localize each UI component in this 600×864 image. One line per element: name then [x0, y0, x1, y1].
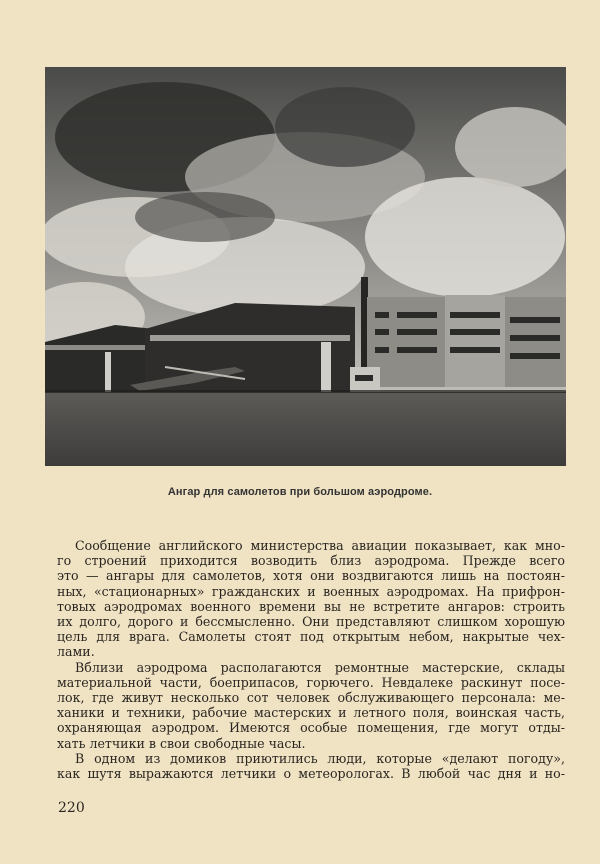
text-line: В одном из домиков приютились люди, которые «делают погоду», — [75, 750, 565, 766]
text-line: ханики и техники, рабочие мастерских и летного поля, воинская часть, — [57, 705, 565, 721]
text-line: это — ангары для самолетов, хотя они воздвигаются лишь на постоян- — [57, 568, 565, 584]
hangar-photo — [45, 67, 566, 466]
text-line: охраняющая аэродром. Имеются особые помещения, где могут отды- — [57, 720, 565, 736]
text-line: как шутя выражаются летчики о метеорологах. В любой час дня и но- — [57, 766, 565, 782]
text-line: лами. — [57, 644, 95, 660]
text-line: хать летчики в свои свободные часы. — [57, 735, 306, 751]
text-line: товых аэродромах военного времени вы не встретите ангаров: строить — [57, 598, 565, 614]
text-line: го строений приходится возводить близ аэродрома. Прежде всего — [57, 553, 565, 569]
text-line: цель для врага. Самолеты стоят под открытым небом, накрытые чех- — [57, 629, 565, 645]
paragraph — [57, 660, 565, 751]
paragraph — [57, 751, 565, 781]
airfield-hangar-photo-icon — [45, 67, 566, 466]
text-line: лок, где живут несколько сот человек обслуживающего персонала: ме- — [57, 690, 565, 706]
figure-caption: Ангар для самолетов при большом аэродроме. — [167, 486, 433, 498]
page-number: 220 — [58, 800, 85, 816]
text-line: материальной части, боеприпасов, горючего. Невдалеке раскинут посе- — [57, 674, 565, 690]
text-line: их долго, дорого и бессмысленно. Они представляют слишком хорошую — [57, 614, 565, 630]
body-text — [57, 538, 565, 781]
text-line: Сообщение английского министерства авиации показывает, как мно- — [75, 538, 565, 553]
text-line: Вблизи аэродрома располагаются ремонтные мастерские, склады — [75, 659, 565, 675]
text-line: ных, «стационарных» гражданских и военных аэродромах. На прифрон- — [57, 583, 565, 599]
paragraph — [57, 538, 565, 660]
